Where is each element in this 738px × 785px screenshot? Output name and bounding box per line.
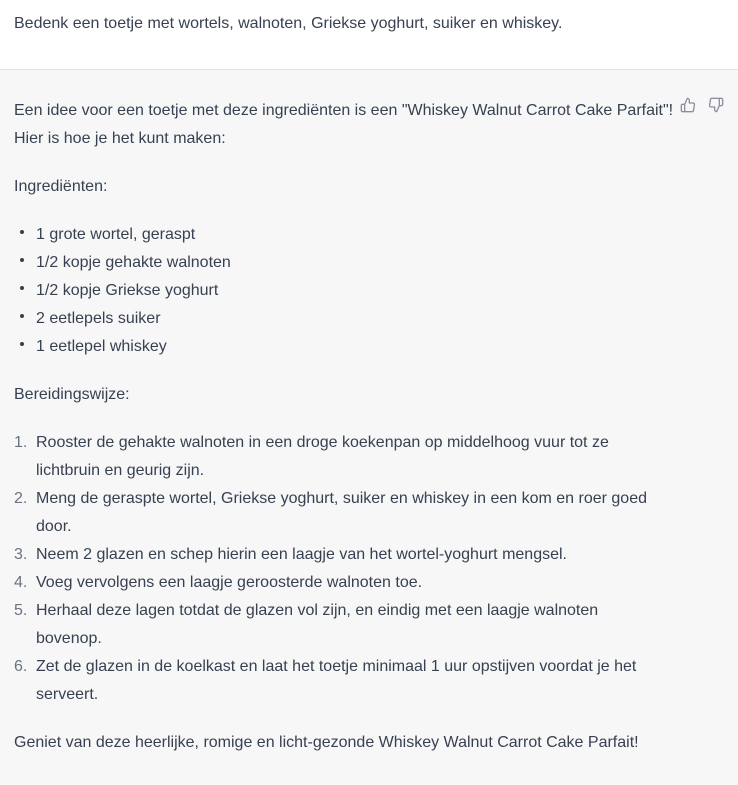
steps-heading: Bereidingswijze: [14, 386, 130, 403]
steps-list [14, 429, 674, 709]
step-number: 1. [14, 434, 28, 451]
step-text: Rooster de gehakte walnoten in een droge koekenpan op middelhoog vuur tot ze lichtbruin en geurig zijn. [36, 434, 609, 479]
thumbs-up-icon[interactable] [680, 97, 696, 113]
step-text: Neem 2 glazen en schep hierin een laagje van het wortel-yoghurt mengsel. [36, 546, 567, 563]
ingredient-item: 1 grote wortel, geraspt [14, 221, 674, 249]
assistant-intro: Een idee voor een toetje met deze ingrediënten is een "Whiskey Walnut Carrot Cake Parfait"! Hier is hoe je het kunt maken: [14, 102, 674, 147]
step-text: Zet de glazen in de koelkast en laat het toetje minimaal 1 uur opstijven voordat je het serveert. [36, 658, 637, 703]
step-number: 3. [14, 546, 28, 563]
step-item [14, 653, 656, 709]
step-text: Herhaal deze lagen totdat de glazen vol zijn, en eindig met een laagje walnoten bovenop. [36, 602, 599, 647]
step-item [14, 485, 656, 541]
assistant-message-body [14, 97, 674, 777]
step-text: Meng de geraspte wortel, Griekse yoghurt, suiker en whiskey in een kom en roer goed door. [36, 490, 647, 535]
step-text: Voeg vervolgens een laagje geroosterde walnoten toe. [36, 574, 423, 591]
step-item [14, 569, 656, 597]
thumbs-down-icon[interactable] [708, 97, 724, 113]
user-message-text: Bedenk een toetje met wortels, walnoten, Griekse yoghurt, suiker en whiskey. [14, 15, 563, 32]
ingredient-item: 1/2 kopje Griekse yoghurt [14, 277, 674, 305]
ingredients-list [14, 221, 674, 361]
step-number: 2. [14, 490, 28, 507]
step-number: 5. [14, 602, 28, 619]
assistant-outro: Geniet van deze heerlijke, romige en licht-gezonde Whiskey Walnut Carrot Cake Parfait! [14, 734, 639, 751]
feedback-buttons [680, 97, 724, 113]
ingredients-heading: Ingrediënten: [14, 178, 108, 195]
step-number: 6. [14, 658, 28, 675]
step-item [14, 429, 656, 485]
step-item [14, 541, 656, 569]
ingredient-item: 2 eetlepels suiker [14, 305, 674, 333]
ingredient-item: 1 eetlepel whiskey [14, 333, 674, 361]
user-message [0, 0, 738, 70]
ingredient-item: 1/2 kopje gehakte walnoten [14, 249, 674, 277]
step-item [14, 597, 656, 653]
assistant-message [0, 70, 738, 785]
step-number: 4. [14, 574, 28, 591]
